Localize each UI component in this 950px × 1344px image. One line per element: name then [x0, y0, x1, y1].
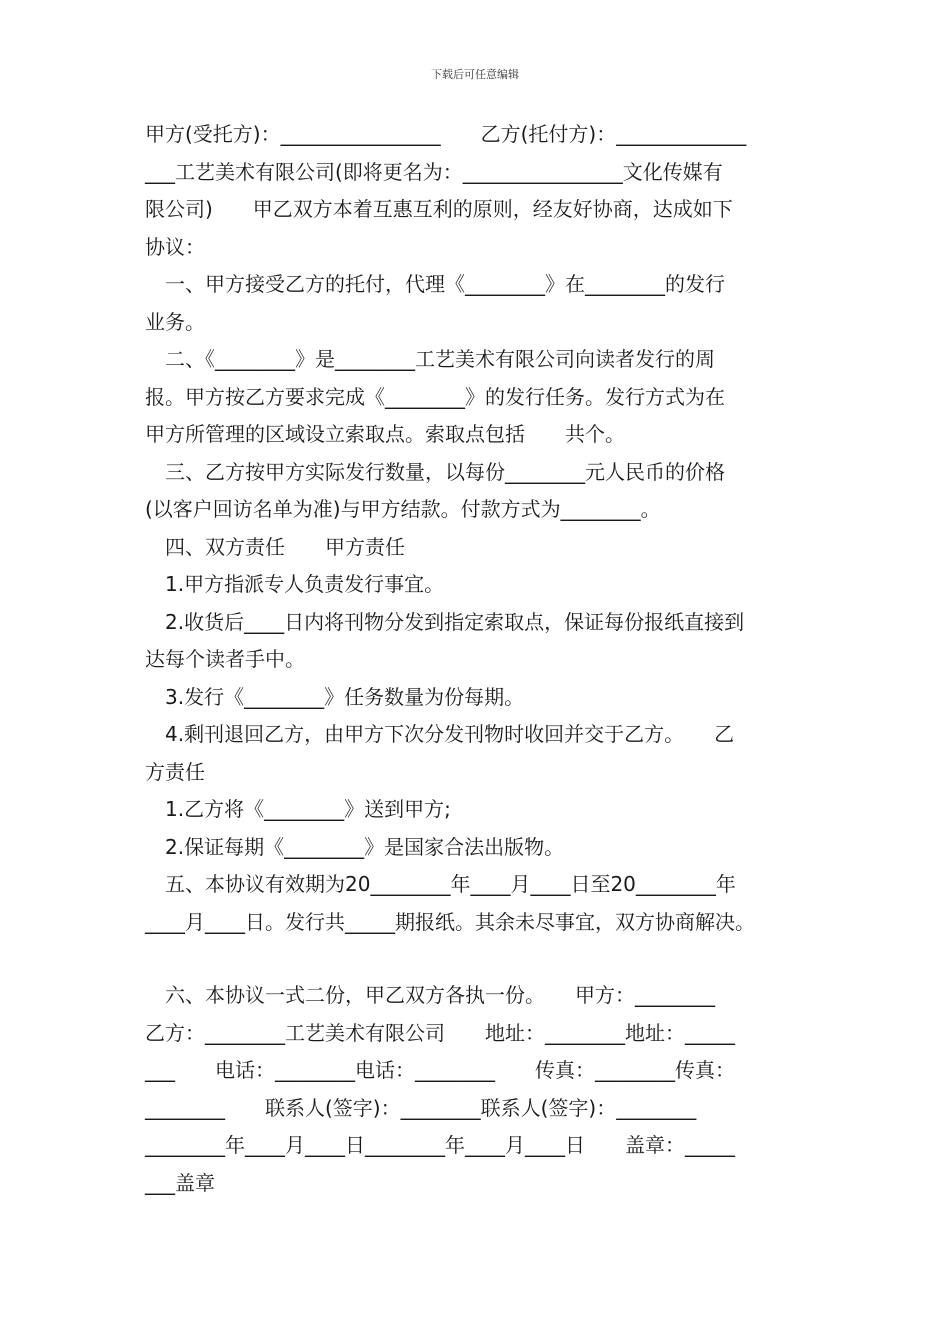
- text-line: ___盖章: [145, 1170, 215, 1195]
- text-line: 达每个读者手中。: [145, 647, 305, 671]
- text-line: 乙方：________工艺美术有限公司 地址：________地址：_____: [145, 1020, 735, 1045]
- paragraph-gap: [145, 941, 810, 977]
- text-line: 四、双方责任 甲方责任: [145, 534, 405, 559]
- page-header-note: 下载后可任意编辑: [431, 68, 519, 81]
- text-line: 1.乙方将《________》送到甲方;: [145, 797, 451, 821]
- text-line: 1.甲方指派专人负责发行事宜。: [145, 572, 445, 596]
- text-line: 甲方(受托方)：________________ 乙方(托付方)：_____________: [145, 122, 747, 146]
- text-line: 报。甲方按乙方要求完成《________》的发行任务。发行方式为在: [145, 384, 725, 409]
- text-line: 二、《________》是________工艺美术有限公司向读者发行的周: [145, 347, 715, 371]
- text-line: ___工艺美术有限公司(即将更名为：________________文化传媒有: [145, 159, 723, 184]
- text-line: 限公司) 甲乙双方本着互惠互利的原则，经友好协商，达成如下: [145, 197, 733, 221]
- text-line: 协议：: [145, 234, 205, 259]
- text-line: (以客户回访名单为准)与甲方结款。付款方式为________。: [145, 497, 661, 521]
- text-line: 2.保证每期《________》是国家合法出版物。: [145, 834, 565, 859]
- text-line: 甲方所管理的区域设立索取点。索取点包括 共个。: [145, 422, 625, 446]
- text-line: 六、本协议一式二份，甲乙双方各执一份。 甲方：________: [145, 983, 715, 1007]
- text-line: ________ 联系人(签字)：________联系人(签字)：________: [145, 1095, 697, 1120]
- text-line: 业务。: [145, 309, 205, 334]
- text-line: 3.发行《________》任务数量为份每期。: [145, 684, 525, 709]
- text-line: 方责任: [145, 759, 205, 784]
- text-line: 4.剩刊退回乙方，由甲方下次分发刊物时收回并交于乙方。 乙: [145, 722, 735, 746]
- text-line: ___ 电话：________电话：________ 传真：________传真：: [145, 1058, 735, 1082]
- text-line: 一、甲方接受乙方的托付，代理《________》在________的发行: [145, 272, 725, 296]
- agreement-body: [145, 116, 810, 1202]
- text-line: 五、本协议有效期为20________年____月____日至20________年: [145, 872, 736, 896]
- text-line: 2.收货后____日内将刊物分发到指定索取点，保证每份报纸直接到: [145, 609, 745, 634]
- text-line: 三、乙方按甲方实际发行数量，以每份________元人民币的价格: [145, 459, 725, 484]
- text-line: ____月____日。发行共_____期报纸。其余未尽事宜，双方协商解决。: [145, 909, 755, 934]
- text-line: ________年____月____日________年____月____日 盖章：_____: [145, 1133, 735, 1157]
